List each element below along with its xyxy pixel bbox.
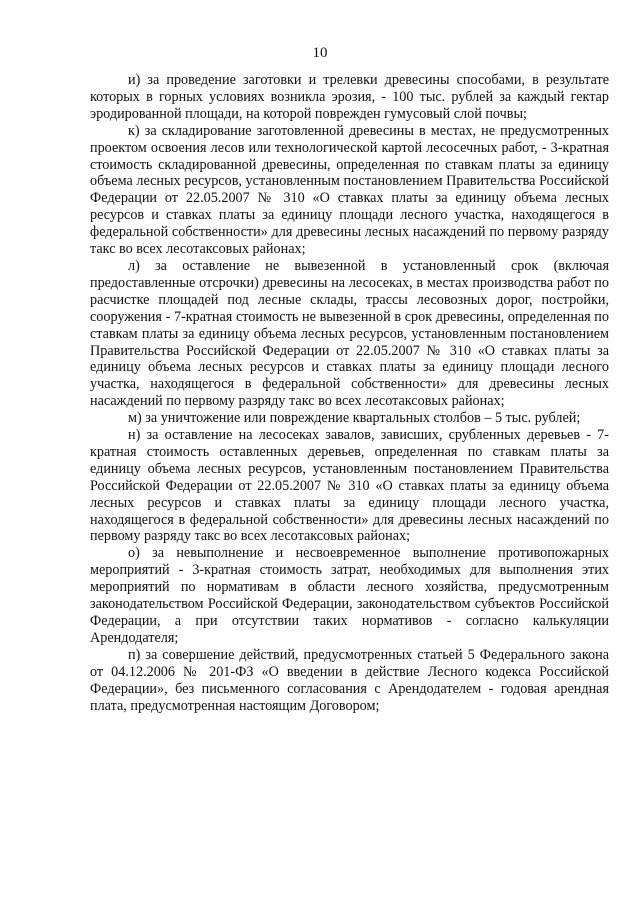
document-body <box>90 72 609 714</box>
paragraph-i: и) за проведение заготовки и трелевки древесины способами, в результате которых в горных условиях возникла эрозия, - 100 тыс. рублей за каждый гектар эродированной площади, на которой поврежден гумусовый слой почвы; <box>90 72 609 122</box>
paragraph-m: м) за уничтожение или повреждение квартальных столбов – 5 тыс. рублей; <box>128 410 581 427</box>
paragraph-l: л) за оставление не вывезенной в установленный срок (включая предоставленные отсрочки) древесины на лесосеках, в местах производства работ по расчистке площадей под лесные склады, трассы лесовозных дорог, постройки, сооружения - 7-кратная стоимость не вывезенной в срок древесины, определенная по ставкам платы за единицу объема лесных ресурсов, установленным постановлением Правительства Российской Федерации от 22.05.2007 № 310 «О ставках платы за единицу объема лесных ресурсов и ставках платы за единицу площади лесного участка, находящегося в федеральной собственности» для древесины лесных насаждений по первому разряду такс во всех лесотаксовых районах; <box>90 257 609 410</box>
page-number: 10 <box>312 45 328 61</box>
paragraph-k: к) за складирование заготовленной древесины в местах, не предусмотренных проектом освоения лесов или технологической картой лесосечных работ, - 3-кратная стоимость складированной древесины, определенная по ставкам платы за единицу объема лесных ресурсов, установленным постановлением Правительства Российской Федерации от 22.05.2007 № 310 «О ставках платы за единицу объема лесных ресурсов и ставках платы за единицу площади лесного участка, находящегося в федеральной собственности» для древесины лесных насаждений по первому разряду такс во всех лесотаксовых районах; <box>90 122 609 258</box>
paragraph-o: о) за невыполнение и несвоевременное выполнение противопожарных мероприятий - 3-кратная стоимость затрат, необходимых для выполнения этих мероприятий по нормативам в области лесного хозяйства, предусмотренным законодательством Российской Федерации, законодательством субъектов Российской Федерации, а при отсутствии таких нормативов - согласно калькуляции Арендодателя; <box>90 545 609 646</box>
paragraph-p: п) за совершение действий, предусмотренных статьей 5 Федерального закона от 04.12.2006 № 201-ФЗ «О введении в действие Лесного кодекса Российской Федерации», без письменного согласования с Арендодателем - годовая арендная плата, предусмотренная настоящим Договором; <box>90 646 609 714</box>
paragraph-n: н) за оставление на лесосеках завалов, зависших, срубленных деревьев - 7-кратная стоимость оставленных деревьев, определенная по ставкам платы за единицу объема лесных ресурсов, установленным постановлением Правительства Российской Федерации от 22.05.2007 № 310 «О ставках платы за единицу объема лесных ресурсов и ставках платы за единицу площади лесного участка, находящегося в федеральной собственности» для древесины лесных насаждений по первому разряду такс во всех лесотаксовых районах; <box>90 427 609 545</box>
